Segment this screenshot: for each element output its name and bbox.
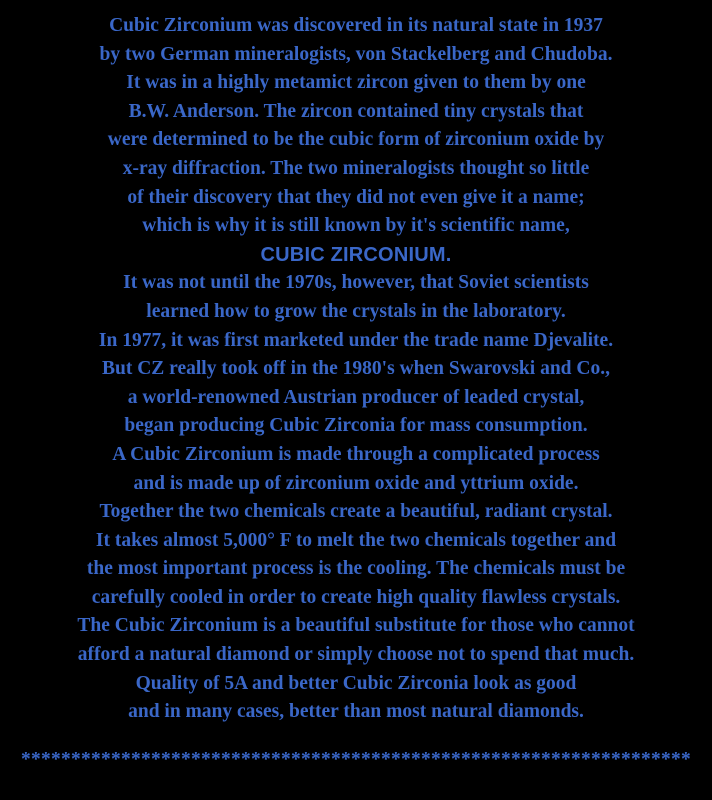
text-line: were determined to be the cubic form of zirconium oxide by: [107, 129, 605, 151]
text-line: A Cubic Zirconium is made through a complicated process: [112, 443, 600, 465]
text-line: x-ray diffraction. The two mineralogists thought so little: [122, 157, 590, 179]
text-line: a world-renowned Austrian producer of leaded crystal,: [127, 386, 585, 408]
text-line: and in many cases, better than most natural diamonds.: [128, 701, 584, 723]
text-line: learned how to grow the crystals in the laboratory.: [146, 300, 566, 322]
emphasis-heading: CUBIC ZIRCONIUM.: [260, 243, 452, 266]
text-line: of their discovery that they did not even give it a name;: [127, 186, 585, 208]
asterisk-divider: *******************************************************************: [21, 748, 691, 770]
article-body: [0, 12, 712, 771]
text-line: which is why it is still known by it's scientific name,: [142, 215, 570, 237]
text-line: But CZ really took off in the 1980's when Swarovski and Co.,: [102, 358, 610, 380]
spacer: [0, 727, 712, 749]
text-line: Cubic Zirconium was discovered in its natural state in 1937: [109, 15, 603, 36]
text-line: Quality of 5A and better Cubic Zirconia look as good: [135, 672, 577, 694]
text-line: It was in a highly metamict zircon given to them by one: [126, 72, 586, 94]
text-line: afford a natural diamond or simply choose not to spend that much.: [77, 644, 635, 666]
text-line: carefully cooled in order to create high quality flawless crystals.: [91, 586, 621, 608]
text-line: the most important process is the cooling. The chemicals must be: [86, 558, 626, 580]
text-line: by two German mineralogists, von Stackelberg and Chudoba.: [99, 43, 613, 65]
text-line: In 1977, it was first marketed under the trade name Djevalite.: [98, 329, 614, 351]
text-line: It was not until the 1970s, however, that Soviet scientists: [123, 272, 589, 294]
text-line: B.W. Anderson. The zircon contained tiny crystals that: [128, 100, 584, 122]
text-line: Together the two chemicals create a beautiful, radiant crystal.: [99, 501, 613, 523]
text-line: The Cubic Zirconium is a beautiful substitute for those who cannot: [77, 615, 635, 637]
text-line: and is made up of zirconium oxide and yttrium oxide.: [133, 472, 579, 494]
text-line: It takes almost 5,000° F to melt the two chemicals together and: [95, 529, 617, 551]
text-line: began producing Cubic Zirconia for mass consumption.: [124, 415, 588, 437]
